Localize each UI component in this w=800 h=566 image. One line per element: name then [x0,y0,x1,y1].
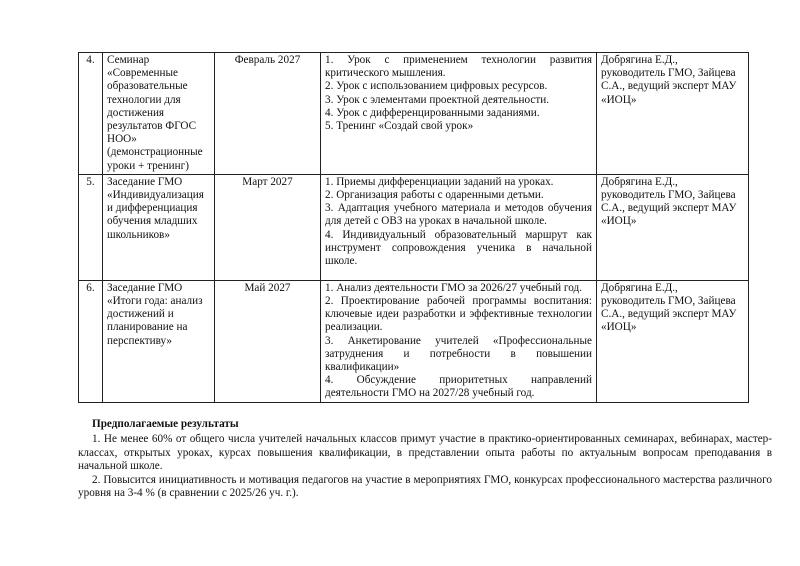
event-date: Февраль 2027 [215,53,321,175]
event-name: Семинар «Современные образовательные технологии для достижения результатов ФГОС НОО» (демонстрационные уроки + тренинг) [103,53,215,175]
topic-item: 5. Тренинг «Создай свой урок» [325,120,474,133]
result-item: 2. Повысится инициативность и мотивация педагогов на участие в мероприятиях ГМО, конкурсах профессионального мастерства различного уровня на 3-4 % (в сравнении с 2025/26 уч. г.). [78,473,772,500]
table-row [79,280,749,402]
section-title: Предполагаемые результаты [92,418,239,430]
row-number: 6. [79,280,103,402]
topic-item: 4. Обсуждение приоритетных направлений деятельности ГМО на 2027/28 учебный год. [325,374,592,400]
topic-item: 2. Урок с использованием цифровых ресурсов. [325,80,548,93]
expected-results-section [78,418,772,500]
topic-item: 3. Анкетирование учителей «Профессиональные затруднения и потребности в повышении квалификации» [325,334,592,374]
event-topics [321,53,597,175]
table-row [79,174,749,280]
event-responsible: Добрягина Е.Д., руководитель ГМО, Зайцева С.А., ведущий эксперт МАУ «ИОЦ» [597,174,749,280]
event-name: Заседание ГМО «Итоги года: анализ достижений и планирование на перспективу» [103,280,215,402]
event-date: Март 2027 [215,174,321,280]
topic-item: 1. Урок с применением технологии развития критического мышления. [325,54,592,80]
topic-item: 4. Индивидуальный образовательный маршрут как инструмент сопровождения ученика в начальной школе. [325,228,592,268]
row-number: 5. [79,174,103,280]
topic-item: 3. Урок с элементами проектной деятельности. [325,93,550,106]
table-row [79,53,749,175]
event-date: Май 2027 [215,280,321,402]
topic-item: 3. Адаптация учебного материала и методов обучения для детей с ОВЗ на уроках в начальной школе. [325,202,592,228]
row-number: 4. [79,53,103,175]
topic-item: 1. Анализ деятельности ГМО за 2026/27 учебный год. [325,281,582,294]
event-topics [321,174,597,280]
event-name: Заседание ГМО «Индивидуализация и дифференциация обучения младших школьников» [103,174,215,280]
result-item: 1. Не менее 60% от общего числа учителей начальных классов примут участие в практико-ориентированных семинарах, вебинарах, мастер-классах, открытых уроках, курсах повышения квалификации, в представлении опыта работы по актуальным вопросам преподавания в начальной школе. [78,433,772,473]
topic-item: 1. Приемы дифференциации заданий на уроках. [325,175,554,188]
event-responsible: Добрягина Е.Д., руководитель ГМО, Зайцева С.А., ведущий эксперт МАУ «ИОЦ» [597,53,749,175]
topic-item: 4. Урок с дифференцированными заданиями. [325,106,540,119]
event-responsible: Добрягина Е.Д., руководитель ГМО, Зайцева С.А., ведущий эксперт МАУ «ИОЦ» [597,280,749,402]
topic-item: 2. Организация работы с одаренными детьми. [325,189,544,202]
event-plan-table [78,52,749,403]
topic-item: 2. Проектирование рабочей программы воспитания: ключевые идеи разработки и эффективные технологии реализации. [325,295,592,334]
event-topics [321,280,597,402]
